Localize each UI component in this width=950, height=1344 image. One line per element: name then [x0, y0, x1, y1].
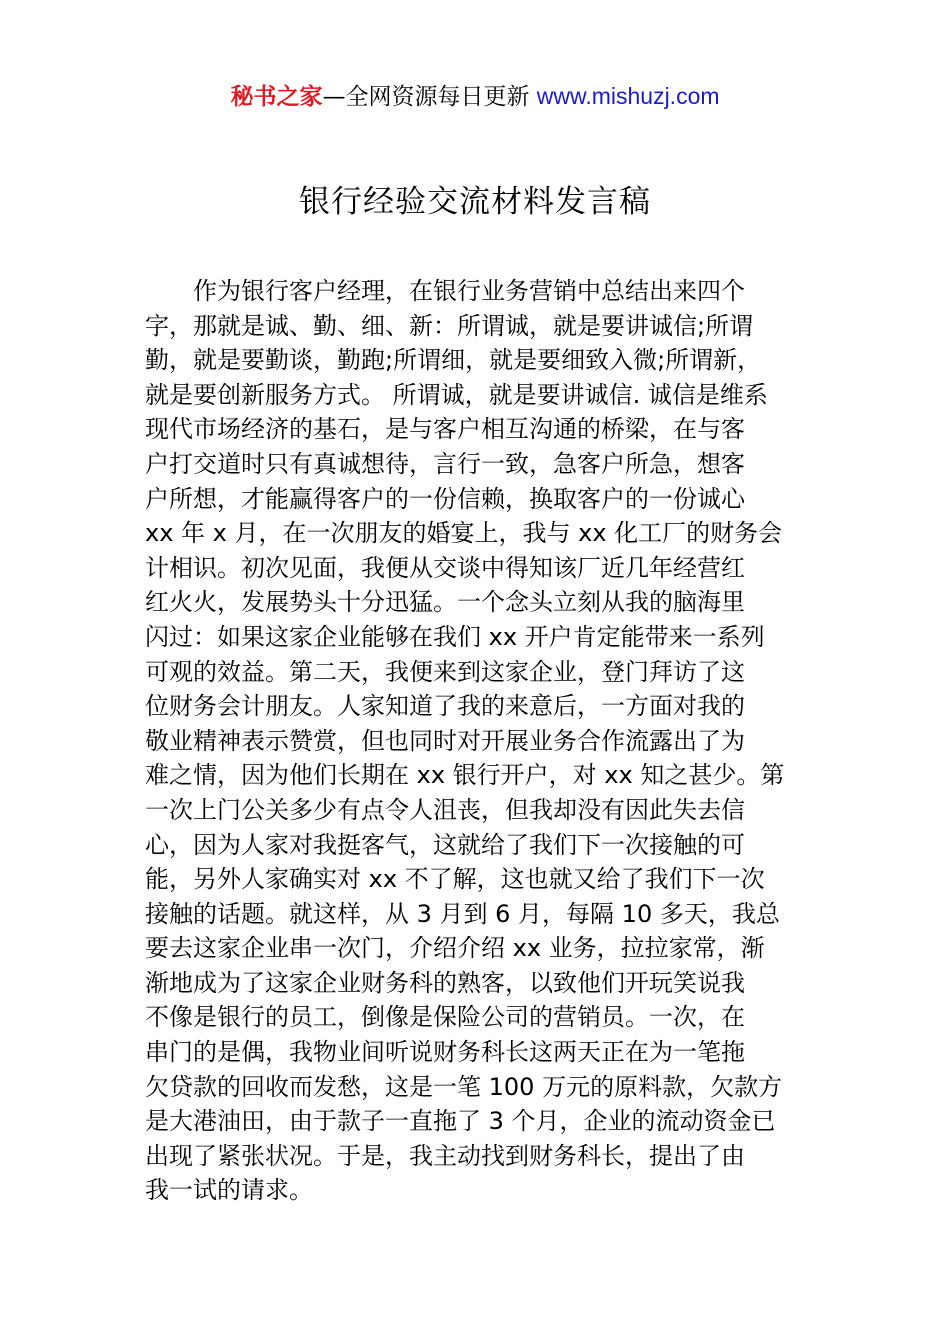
body-line: 就是要创新服务方式。 所谓诚，就是要讲诚信. 诚信是维系: [145, 380, 768, 409]
body-line: 户打交道时只有真诚想待，言行一致，急客户所急，想客: [145, 449, 745, 478]
body-line: 接触的话题。就这样，从 3 月到 6 月，每隔 10 多天，我总: [145, 899, 780, 928]
body-line: 出现了紧张状况。于是，我主动找到财务科长，提出了由: [145, 1141, 745, 1170]
body-line: 位财务会计朋友。人家知道了我的来意后，一方面对我的: [145, 692, 745, 721]
body-line: 串门的是偶，我物业间听说财务科长这两天正在为一笔拖: [145, 1038, 745, 1067]
body-line: xx 年 x 月，在一次朋友的婚宴上，我与 xx 化工厂的财务会: [145, 519, 783, 548]
site-header: [0, 80, 950, 113]
document-body: [145, 274, 810, 1208]
body-line: 可观的效益。第二天，我便来到这家企业，登门拜访了这: [145, 657, 745, 686]
body-line: 不像是银行的员工，倒像是保险公司的营销员。一次，在: [145, 1003, 745, 1032]
body-line: 一次上门公关多少有点令人沮丧，但我却没有因此失去信: [145, 795, 745, 824]
document-title: 银行经验交流材料发言稿: [299, 184, 651, 220]
body-line: 我一试的请求。: [145, 1176, 313, 1205]
body-line: 户所想，才能赢得客户的一份信赖，换取客户的一份诚心: [145, 484, 745, 513]
body-line: 现代市场经济的基石，是与客户相互沟通的桥梁，在与客: [145, 415, 745, 444]
body-line: 勤，就是要勤谈，勤跑;所谓细，就是要细致入微;所谓新，: [145, 346, 762, 375]
body-line: 红火火，发展势头十分迅猛。一个念头立刻从我的脑海里: [145, 588, 745, 617]
body-line: 作为银行客户经理，在银行业务营销中总结出来四个: [193, 277, 745, 305]
body-line: 闪过：如果这家企业能够在我们 xx 开户肯定能带来一系列: [145, 622, 765, 651]
site-url-link[interactable]: www.mishuzj.com: [536, 83, 720, 109]
body-line: 要去这家企业串一次门，介绍介绍 xx 业务，拉拉家常，渐: [145, 934, 765, 963]
body-line: 敬业精神表示赞赏，但也同时对开展业务合作流露出了为: [145, 726, 745, 755]
body-line: 欠贷款的回收而发愁，这是一笔 100 万元的原料款，欠款方: [145, 1072, 783, 1101]
body-line: 计相识。初次见面，我便从交谈中得知该厂近几年经营红: [145, 553, 745, 582]
body-line: 是大港油田，由于款子一直拖了 3 个月，企业的流动资金已: [145, 1107, 776, 1136]
brand-name: 秘书之家: [230, 84, 323, 110]
body-line: 难之情，因为他们长期在 xx 银行开户，对 xx 知之甚少。第: [145, 761, 785, 790]
body-line: 心，因为人家对我挺客气，这就给了我们下一次接触的可: [145, 830, 745, 859]
body-line: 能，另外人家确实对 xx 不了解，这也就又给了我们下一次: [145, 865, 765, 894]
body-line: 渐地成为了这家企业财务科的熟客，以致他们开玩笑说我: [145, 968, 745, 997]
body-line: 字，那就是诚、勤、细、新：所谓诚，就是要讲诚信;所谓: [145, 311, 754, 340]
header-tagline: —全网资源每日更新: [322, 84, 537, 110]
